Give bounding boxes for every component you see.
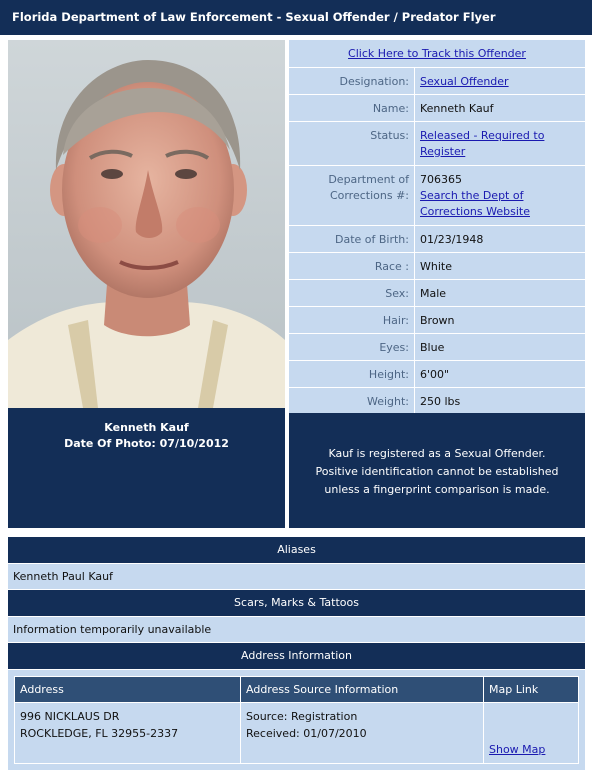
race-row [289,253,585,280]
address-table-wrap [8,670,585,770]
designation-label: Designation: [289,68,415,94]
photo-caption [8,408,285,528]
address-source: Source: Registration [246,710,358,723]
sex-label: Sex: [289,280,415,306]
hair-row [289,307,585,334]
name-value: Kenneth Kauf [420,102,494,115]
height-label: Height: [289,361,415,387]
address-cell [15,703,241,764]
weight-row [289,388,585,414]
offender-photo [8,40,285,408]
track-row [289,40,585,68]
aliases-header: Aliases [8,537,585,564]
eyes-row [289,334,585,361]
identification-notice [289,413,585,528]
caption-name: Kenneth Kauf [104,421,189,434]
status-row [289,122,585,166]
doc-search-link[interactable]: Search the Dept of Corrections Website [420,189,530,218]
designation-link[interactable]: Sexual Offender [420,75,509,88]
hair-label: Hair: [289,307,415,333]
offender-info-table [289,40,585,414]
sex-row [289,280,585,307]
col-map-link: Map Link [484,677,579,703]
weight-label: Weight: [289,388,415,414]
doc-number: 706365 [420,173,462,186]
designation-row [289,68,585,95]
aliases-value: Kenneth Paul Kauf [8,564,585,590]
scars-marks-tattoos-value: Information temporarily unavailable [8,617,585,643]
details-section [8,537,585,756]
map-link-cell [484,703,579,764]
sex-value: Male [420,287,447,300]
track-offender-link[interactable]: Click Here to Track this Offender [348,47,526,60]
address-source-cell [241,703,484,764]
address-received: Received: 01/07/2010 [246,727,367,740]
address-table [14,676,579,764]
scars-marks-tattoos-header: Scars, Marks & Tattoos [8,590,585,617]
address-line2: ROCKLEDGE, FL 32955-2337 [20,727,179,740]
height-value: 6'00" [420,368,450,381]
caption-photo-date: Date Of Photo: 07/10/2012 [64,437,229,450]
doc-row [289,166,585,226]
race-label: Race : [289,253,415,279]
eyes-value: Blue [420,341,445,354]
dob-value: 01/23/1948 [420,233,484,246]
race-value: White [420,260,452,273]
eyes-label: Eyes: [289,334,415,360]
name-row [289,95,585,122]
weight-value: 250 lbs [420,395,461,408]
table-row [15,703,579,764]
doc-label: Department of Corrections #: [289,166,415,225]
page-header [0,0,592,35]
header-title: Florida Department of Law Enforcement - Sexual Offender / Predator Flyer [12,10,496,24]
hair-value: Brown [420,314,455,327]
dob-label: Date of Birth: [289,226,415,252]
address-table-header-row [15,677,579,703]
status-link[interactable]: Released - Required to Register [420,129,545,158]
notice-registered-line: Kauf is registered as a Sexual Offender. [328,447,546,460]
col-address: Address [15,677,241,703]
address-info-header: Address Information [8,643,585,670]
dob-row [289,226,585,253]
height-row [289,361,585,388]
name-label: Name: [289,95,415,121]
col-address-source: Address Source Information [241,677,484,703]
status-label: Status: [289,122,415,165]
address-line1: 996 NICKLAUS DR [20,710,120,723]
notice-fingerprint-line: Positive identification cannot be established unless a fingerprint comparison is made. [315,465,559,496]
show-map-link[interactable]: Show Map [489,743,546,756]
